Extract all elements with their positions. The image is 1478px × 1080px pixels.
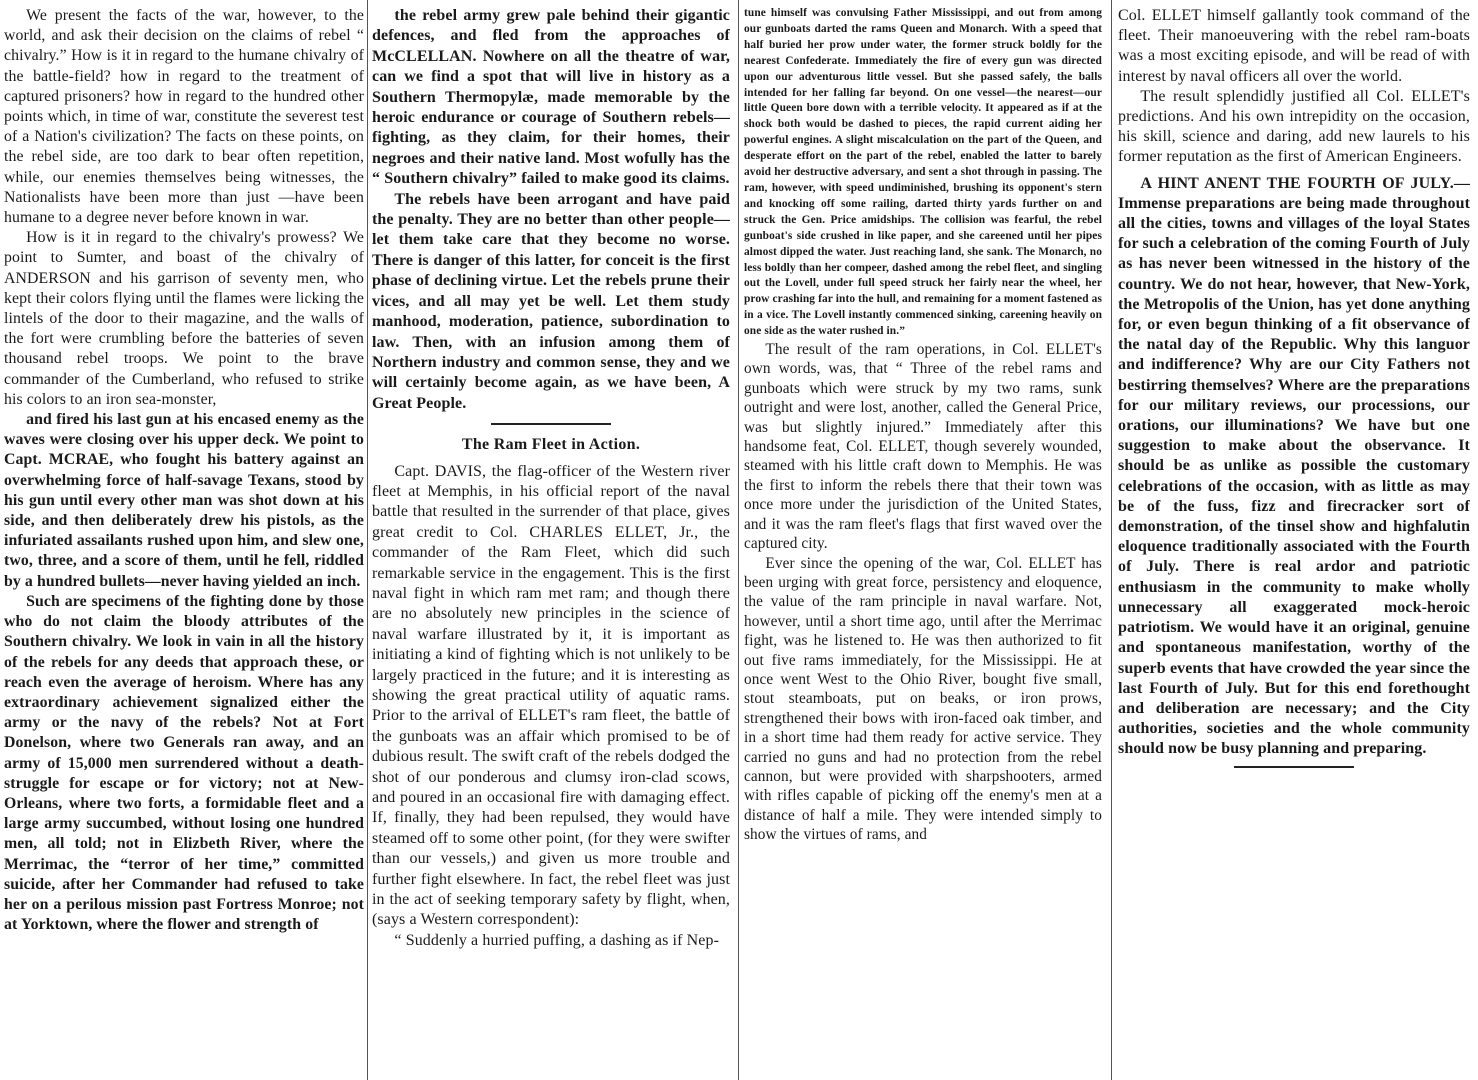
paragraph: The result of the ram operations, in Col. ELLET's own words, was, that “ Three of the rebel rams and gunboats which were struck by my two rams, sunk outright and were lost, another, called the General Price, was but slightly injured.” Immediately after this handsome feat, Col. ELLET, though severely wounded, steamed with his little craft down to Memphis. He was the first to inform the rebels there that their town was once more under the jurisdiction of the United States, and it was the ram fleet's flags that first waved over the captured city. — [744, 341, 1102, 553]
column-2 — [372, 0, 730, 1080]
paragraph: tune himself was convulsing Father Mississippi, and out from among our gunboats darted the rams Queen and Monarch. With a speed that half buried her prow under water, the former struck boldly for the nearest Confederate. Immediately the fire of every gun was directed upon our adventurous little vessel. But she passed safely, the balls intended for her falling far beyond. On one vessel—the nearest—our little Queen bore down with a terrible velocity. It appeared as if at the shock both would be dashed to pieces, the rapid current aiding her powerful engines. A slight miscalculation on the part of the Queen, and desperate effort on the part of the rebel, enabled the latter to barely avoid her destructive adversary, and sent a shot through in passing. The ram, however, with speed undiminished, brushing its opponent's stern and knocking off some railing, darted thirty yards further on and struck the Gen. Price amidships. The collision was fearful, the rebel gunboat's side crushed in like paper, and she careened until her pipes almost dipped the water. Just reaching land, she sank. The Monarch, no less boldly than her compeer, dashed among the rebel fleet, and singling out the Lovell, under full speed struck her fairly near the wheel, her prow crashing far into the hull, and remaining for a moment fastened as in a vice. The Lovell instantly commenced sinking, careening heavily on one side as the water rushed in.” — [744, 7, 1102, 338]
column-3 — [744, 0, 1102, 1080]
paragraph: Capt. DAVIS, the flag-officer of the Western river fleet at Memphis, in his official report of the naval battle that resulted in the surrender of that place, gives great credit to Col. CHARLES ELLET, Jr., the commander of the Ram Fleet, which did such remarkable service in the engagement. This is the first naval fight in which ram met ram; and though there are no absolutely new principles in the science of naval warfare illustrated by it, it is important as initiating a kind of fighting which is not unlikely to be largely practiced in the future; and it is interesting as showing the great practical utility of aquatic rams. Prior to the arrival of ELLET's ram fleet, the battle of the gunboats was an affair which promised to be of dubious result. The swift craft of the rebels dodged the shot of our ponderous and clumsy iron-clad scows, and poured in an occasional fire with damaging effect. If, finally, they had been repulsed, they would have steamed off to some other point, (for they were swifter than our vessels,) and given us more trouble and further fight elsewhere. In fact, the rebel fleet was just in the act of seeking temporary safety by flight, when, (says a Western correspondent): — [372, 462, 730, 929]
fourth-of-july-item — [1118, 174, 1470, 760]
paragraph: The result splendidly justified all Col. ELLET's predictions. And his own intrepidity on the occasion, his skill, science and daring, add new laurels to his former reputation as the first of American Engineers. — [1118, 87, 1470, 166]
paragraph: A HINT ANENT THE FOURTH OF JULY.—Immense preparations are being made throughout all the cities, towns and villages of the loyal States for such a celebration of the coming Fourth of July as has never been witnessed in the history of the country. We do not hear, however, that New-York, the Metropolis of the Union, has yet done anything for, or even begun thinking of a fit observance of the natal day of the Republic. Why this languor and indifference? Why are our City Fathers not bestirring themselves? Where are the preparations for our military reviews, our processions, our orations, our illuminations? We have but one suggestion to make about the observance. It should be as unlike as possible the customary celebrations of the occasion, with as little as may be of the fuss, fizz and firecracker sort of demonstration, of the tinsel show and highfalutin eloquence traditionally associated with the Fourth of July. There is real ardor and patriotic enthusiasm in the community to make wholly unnecessary all exaggerated mock-heroic patriotism. We would have it an original, genuine and spontaneous manifestation, worthy of the superb events that have crowded the year since the last Fourth of July. But for this end forethought and deliberation are necessary; and the City authorities, societies and the whole community should now be busy planning and preparing. — [1118, 174, 1470, 758]
paragraph: We present the facts of the war, however, to the world, and ask their decision on the claims of rebel “ chivalry.” How is it in regard to the humane chivalry of the battle-field? how in regard to the treatment of captured prisoners? how in regard to the hundred other points which, in time of war, constitute the severest test of a Nation's civilization? The facts on these points, on the rebel side, are too dark to bear often repetition, while, our enemies themselves being witnesses, the Nationalists have been more than just —have been humane to a degree never before known in war. — [4, 7, 364, 227]
paragraph: Such are specimens of the fighting done by those who do not claim the bloody attributes of the Southern chivalry. We look in vain in all the history of the rebels for any deeds that approach these, or reach even the average of heroism. Where has any extraordinary achievement signalized either the army or the navy of the rebels? Not at Fort Donelson, where two Generals ran away, and an army of 15,000 men surrendered without a death-struggle for escape or for victory; not at New-Orleans, where two forts, a formidable fleet and a large army succumbed, without losing one hundred men, all told; not in Elizbeth River, where the Merrimac, the “terror of her time,” committed suicide, after her Commander had refused to take her on a perilous mission past Fortress Monroe; not at Yorktown, where the flower and strength of — [4, 592, 364, 934]
paragraph: Ever since the opening of the war, Col. ELLET has been urging with great force, persistency and eloquence, the value of the ram principle in naval warfare. Not, however, until a short time ago, until after the Merrimac fight, was he listened to. He was then authorized to fit out five rams immediately, for the Mississippi. He at once went West to the Ohio River, bought five small, stout steamboats, put on beaks, or iron prows, strengthened their bows with iron-faced oak timber, and in a short time had them ready for active service. They carried no guns and had no protection from the rebel cannon, but were provided with sharpshooters, armed with rifles capable of picking off the enemy's men at a distance of half a mile. They were intended simply to show the virtues of rams, and — [744, 554, 1102, 844]
column-divider — [738, 0, 739, 1080]
paragraph: and fired his last gun at his encased enemy as the waves were closing over his upper deck. We point to Capt. MCRAE, who fought his battery against an overwhelming force of half-savage Texans, stood by his gun until every other man was shot down at his side, and then deliberately drew his pistols, as the infuriated assailants rushed upon him, and slew one, two, three, and a score of them, until he fell, riddled by a hundred bullets—never having yielded an inch. — [4, 411, 364, 590]
paragraph: How is it in regard to the chivalry's prowess? We point to Sumter, and boast of the chivalry of ANDERSON and his garrison of seventy men, who kept their colors flying until the flames were licking the lintels of the door to their magazine, and the walls of the fort were crumbling before the batteries of seven thousand rebel troops. We point to the brave commander of the Cumberland, who refused to strike his colors to an iron sea-monster, — [4, 229, 364, 408]
paragraph: the rebel army grew pale behind their gigantic defences, and fled from the approaches of McCLELLAN. Nowhere on all the theatre of war, can we find a spot that will live in history as a Southern Thermopylæ, made memorable by the heroic endurance or courage of Southern rebels—fighting, as they claim, for their homes, their negroes and their native land. Most wofully has the “ Southern chivalry” failed to make good its claims. — [372, 7, 730, 188]
column-1 — [4, 0, 364, 1080]
article-heading: The Ram Fleet in Action. — [461, 436, 641, 454]
section-rule — [1234, 766, 1354, 768]
column-divider — [1111, 0, 1112, 1080]
paragraph: “ Suddenly a hurried puffing, a dashing as if Nep- — [394, 931, 720, 949]
section-rule — [491, 423, 611, 425]
column-4 — [1118, 0, 1470, 1080]
paragraph: Col. ELLET himself gallantly took command of the fleet. Their manoeuvering with the rebel ram-boats was a most exciting episode, and will be read of with interest by naval officers all over the world. — [1118, 7, 1470, 85]
column-divider — [367, 0, 368, 1080]
paragraph: The rebels have been arrogant and have paid the penalty. They are no better than other people—let them take care that they become no worse. There is danger of this latter, for conceit is the first phase of declining virtue. Let the rebels prune their vices, and all may yet be well. Let them study manhood, moderation, patience, subordination to law. Then, with an infusion among them of Northern industry and common sense, they and we will certainly become again, as we have been, A Great People. — [372, 190, 730, 412]
quoted-account — [744, 6, 1102, 340]
